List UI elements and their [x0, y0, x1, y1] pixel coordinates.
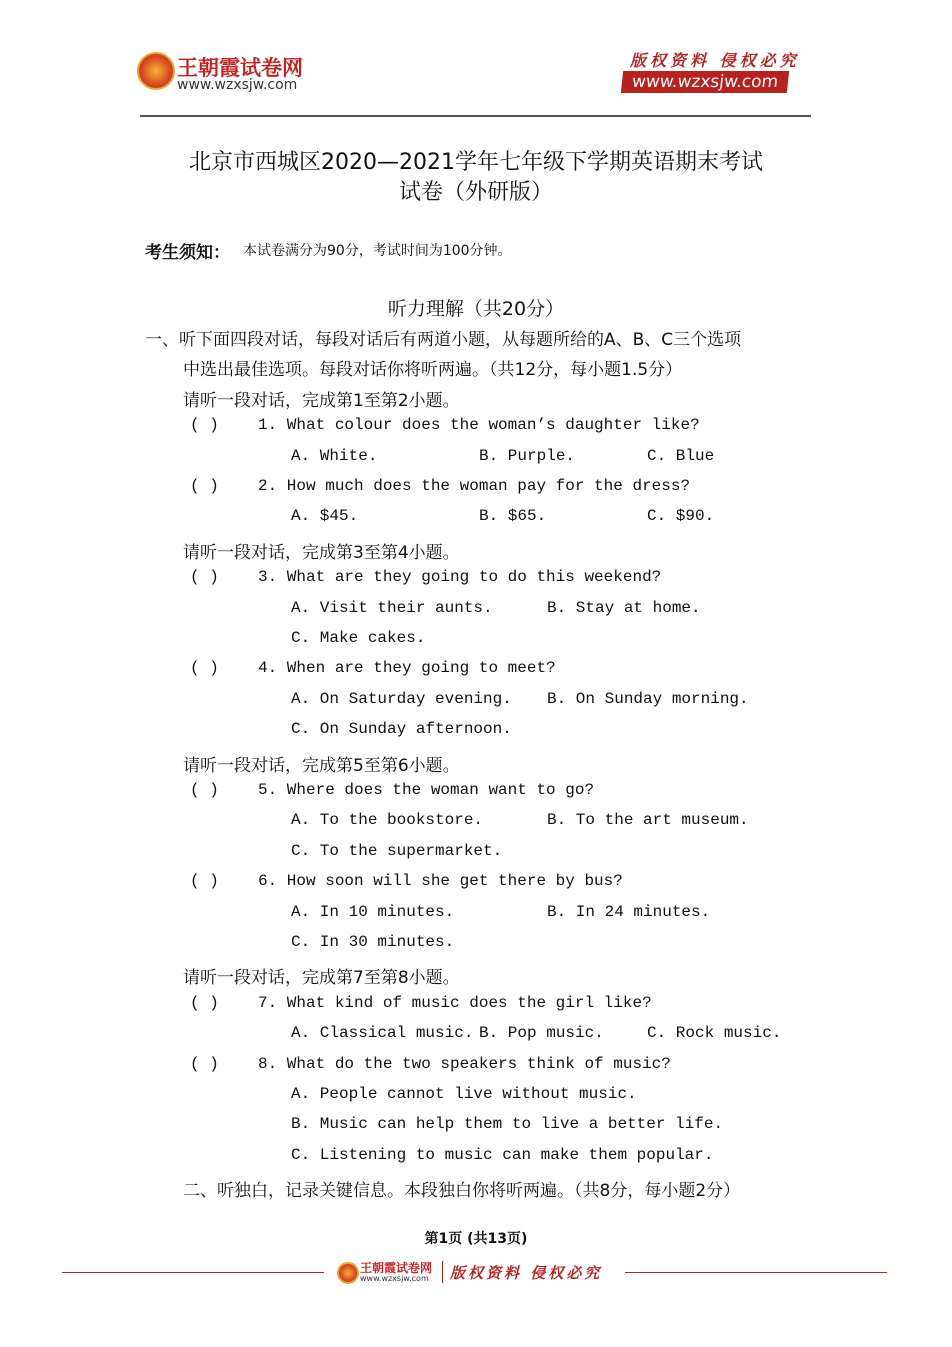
answer-bracket: ( ): [190, 872, 219, 891]
question-text: 3. What are they going to do this weekend?: [258, 568, 662, 587]
answer-bracket: ( ): [190, 416, 219, 435]
option-b: B. Pop music.: [479, 1024, 604, 1043]
question-text: 7. What kind of music does the girl like?: [258, 993, 652, 1012]
page-title: 北京市西城区2020—2021学年七年级下学期英语期末考试: [189, 150, 763, 175]
answer-bracket: ( ): [190, 568, 219, 587]
brand-name: 王朝霞试卷网: [177, 56, 303, 80]
dialog-instruction: 请听一段对话，完成第1至第2小题。: [183, 390, 460, 411]
option-c: C. Rock music.: [647, 1024, 782, 1043]
option-b: B. On Sunday morning.: [547, 689, 749, 708]
option-a: A. Classical music.: [291, 1024, 474, 1043]
footer-divider: [442, 1261, 443, 1283]
question-text: 5. Where does the woman want to go?: [258, 781, 595, 799]
footer-brand: 王朝霞试卷网: [360, 1261, 433, 1275]
copyright-slogan: 版权资料 侵权必究: [630, 51, 800, 70]
dialog-instruction: 请听一段对话，完成第7至第8小题。: [183, 968, 460, 989]
option-c: C. Blue: [647, 446, 715, 465]
answer-bracket: ( ): [190, 781, 219, 799]
option-c: C. Make cakes.: [291, 629, 426, 647]
notice-text: 本试卷满分为90分，考试时间为100分钟。: [243, 243, 512, 259]
part2-instruction: 二、听独白，记录关键信息。本段独白你将听两遍。（共8分，每小题2分）: [183, 1181, 741, 1202]
option-a: A. People cannot live without music.: [291, 1085, 637, 1103]
option-a: A. To the bookstore.: [291, 811, 484, 830]
option-c: C. To the supermarket.: [291, 841, 503, 860]
question-text: 4. When are they going to meet?: [258, 659, 556, 678]
answer-bracket: ( ): [190, 477, 219, 495]
part1-instruction: 一、听下面四段对话，每段对话后有两道小题，从每题所给的A、B、C三个选项: [145, 330, 742, 350]
footer-logo-icon: [337, 1262, 359, 1284]
section-heading: 听力理解（共20分）: [387, 298, 565, 320]
question-text: 1. What colour does the woman’s daughter like?: [258, 416, 700, 435]
header-divider: [140, 115, 811, 117]
brand-url: www.wzxsjw.com: [177, 77, 298, 93]
option-b: B. To the art museum.: [547, 811, 749, 830]
option-a: A. On Saturday evening.: [291, 689, 512, 708]
answer-bracket: ( ): [190, 993, 219, 1012]
option-a: A. In 10 minutes.: [291, 902, 455, 921]
option-b: B. Purple.: [479, 446, 576, 465]
option-a: A. $45.: [291, 507, 359, 526]
page-number: 第1页 (共13页): [424, 1231, 528, 1247]
answer-bracket: ( ): [190, 659, 219, 678]
url-banner: www.wzxsjw.com: [621, 71, 789, 93]
notice-label: 考生须知：: [145, 243, 230, 263]
option-c: C. In 30 minutes.: [291, 933, 455, 951]
answer-bracket: ( ): [190, 1054, 219, 1073]
footer-slogan: 版权资料 侵权必究: [450, 1264, 603, 1282]
footer-line-right: [625, 1272, 887, 1273]
option-b: B. $65.: [479, 507, 547, 526]
option-b: B. Stay at home.: [547, 598, 701, 617]
page-title-line2: 试卷（外研版）: [398, 180, 553, 205]
option-c: C. Listening to music can make them popular.: [291, 1145, 714, 1164]
footer-url: www.wzxsjw.com: [360, 1274, 429, 1283]
option-b: B. Music can help them to live a better life.: [291, 1115, 724, 1134]
question-text: 6. How soon will she get there by bus?: [258, 872, 623, 891]
option-a: A. Visit their aunts.: [291, 598, 493, 617]
option-c: C. $90.: [647, 507, 715, 526]
option-a: A. White.: [291, 446, 378, 465]
question-text: 8. What do the two speakers think of music?: [258, 1054, 671, 1073]
dialog-instruction: 请听一段对话，完成第3至第4小题。: [183, 542, 460, 563]
question-text: 2. How much does the woman pay for the dress?: [258, 477, 691, 495]
footer-line-left: [62, 1272, 324, 1273]
dialog-instruction: 请听一段对话，完成第5至第6小题。: [183, 755, 460, 776]
logo-seal-icon: [137, 52, 175, 90]
part1-instruction-cont: 中选出最佳选项。每段对话你将听两遍。（共12分，每小题1.5分）: [183, 360, 683, 381]
option-c: C. On Sunday afternoon.: [291, 720, 512, 739]
option-b: B. In 24 minutes.: [547, 902, 711, 921]
